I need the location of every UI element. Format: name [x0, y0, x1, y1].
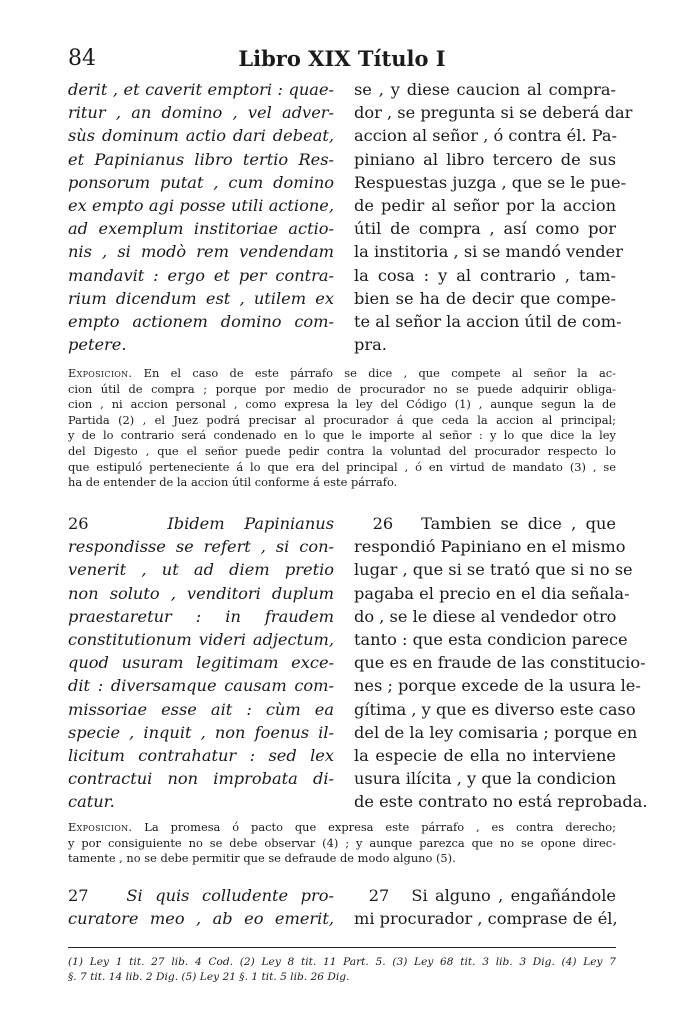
spanish-line: de pedir al señor por la accion: [354, 196, 616, 216]
latin-line: ad exemplum institoriae actio-: [68, 219, 334, 239]
latin-line: sùs dominum actio dari debeat,: [68, 126, 334, 146]
latin-line: mandavit : ergo et per contra-: [68, 265, 334, 285]
exposicion-1: [68, 366, 616, 491]
spanish-line: do , se le diese al vendedor otro: [354, 606, 617, 626]
latin-line: curatore meo , ab eo emerit,: [68, 909, 334, 929]
spanish-line: útil de compra , así como por: [354, 219, 616, 239]
latin-column-section-1: [68, 78, 334, 356]
latin-line: dit : diversamque causam com-: [68, 676, 334, 696]
latin-column-section-26: [68, 512, 334, 814]
spanish-column-section-1: [354, 78, 633, 356]
exposicion-line: Exposicion. En el caso de este párrafo se dice , que compete al señor la ac-: [68, 366, 616, 380]
page-header: [68, 46, 616, 74]
spanish-line: se , y diese caucion al compra-: [354, 80, 616, 99]
latin-line: petere.: [68, 335, 127, 355]
footnote-line: (1) Ley 1 tit. 27 lib. 4 Cod. (2) Ley 8 tit. 11 Part. 5. (3) Ley 68 tit. 3 lib. 3 Dig. (4) Ley 7: [68, 956, 616, 968]
spanish-line: mi procurador , comprase de él,: [354, 909, 618, 929]
paragraph-number: 27: [68, 886, 89, 905]
page-number: 84: [68, 46, 96, 71]
latin-line: ponsorum putat , cum domino: [68, 172, 334, 192]
exposicion-line: Partida (2) , el Juez podrá precisar al procurador á que ceda la accion al principal;: [68, 412, 616, 427]
spanish-line: la cosa : y al contrario , tam-: [354, 265, 616, 285]
exposicion-label: Exposicion.: [68, 820, 133, 834]
spanish-line: que es en fraude de las constitucio-: [354, 653, 646, 673]
spanish-line: respondió Papiniano en el mismo: [354, 537, 626, 557]
latin-line: missoriae esse ait : cùm ea: [68, 699, 334, 719]
spanish-line: dor , se pregunta si se deberá dar: [354, 103, 633, 123]
spanish-column-section-26: [354, 512, 648, 814]
spanish-line: la institoria , si se mandó vender: [354, 242, 623, 262]
spanish-line: accion al señor , ó contra él. Pa-: [354, 126, 617, 146]
exposicion-line: que estipuló perteneciente á lo que era del principal , ó en virtud de mandato (3) , se: [68, 459, 616, 474]
running-title: Libro XIX Título I: [238, 46, 446, 71]
exposicion-line: y por consiguiente no se debe observar (4) ; y aunque parezca que no se opone direc-: [68, 835, 616, 850]
footnote-line: §. 7 tit. 14 lib. 2 Dig. (5) Ley 21 §. 1 tit. 5 lib. 26 Dig.: [68, 971, 350, 983]
spanish-line: del de la ley comisaria ; porque en: [354, 722, 638, 742]
latin-line: ritur , an domino , vel adver-: [68, 103, 334, 123]
latin-line: licitum contrahatur : sed lex: [68, 746, 334, 766]
exposicion-line: cion útil de compra ; porque por medio de procurador no se puede adquirir obliga-: [68, 381, 616, 396]
latin-line: respondisse se refert , si con-: [68, 537, 334, 557]
exposicion-line: y de lo contrario será condenado en lo que le importe al señor : y lo que dice la ley: [68, 428, 616, 443]
spanish-column-section-27: [354, 884, 616, 930]
exposicion-line: del Digesto , que el señor puede pedir contra la voluntad del procurador respecto lo: [68, 443, 616, 458]
spanish-paragraph-start: 27 Si alguno , engañándole: [368, 886, 616, 905]
spanish-line: tanto : que esta condicion parece: [354, 630, 628, 650]
spanish-paragraph-start: 26 Tambien se dice , que: [372, 514, 616, 533]
exposicion-line: cion , ni accion personal , como expresa la ley del Código (1) , aunque segun la de: [68, 397, 616, 412]
exposicion-line: Exposicion. La promesa ó pacto que expresa este párrafo , es contra derecho;: [68, 820, 616, 834]
latin-line: empto actionem domino com-: [68, 312, 334, 332]
latin-line: constitutionum videri adjectum,: [68, 630, 334, 650]
latin-line: ex empto agi posse utili actione,: [68, 196, 334, 216]
spanish-line: piniano al libro tercero de sus: [354, 149, 616, 169]
spanish-line: gítima , y que es diverso este caso: [354, 699, 636, 719]
paragraph-number: 26: [372, 514, 394, 533]
footnote-rule: [68, 947, 616, 948]
paragraph-number: 27: [368, 886, 390, 905]
latin-line: rium dicendum est , utilem ex: [68, 288, 334, 308]
latin-line: derit , et caverit emptori : quae-: [68, 80, 334, 99]
footnotes: [68, 955, 616, 985]
spanish-line: pra.: [354, 335, 387, 355]
latin-line: quod usuram legitimam exce-: [68, 653, 334, 673]
spanish-line: usura ilícita , y que la condicion: [354, 769, 617, 789]
latin-line: praestaretur : in fraudem: [68, 606, 334, 626]
latin-line: et Papinianus libro tertio Res-: [68, 149, 334, 169]
latin-paragraph-start: 27 Si quis colludente pro-: [68, 886, 334, 905]
spanish-line: lugar , que si se trató que si no se: [354, 560, 633, 580]
exposicion-2: [68, 820, 616, 867]
spanish-line: bien se ha de decir que compe-: [354, 288, 616, 308]
latin-line: catur.: [68, 792, 115, 812]
latin-paragraph-start: 26 Ibidem Papinianus: [68, 514, 334, 533]
spanish-line: Respuestas juzga , que se le pue-: [354, 172, 627, 192]
latin-line: specie , inquit , non foenus il-: [68, 722, 334, 742]
spanish-line: pagaba el precio en el dia señala-: [354, 583, 630, 603]
spanish-line: de este contrato no está reprobada.: [354, 792, 648, 812]
spanish-line: la especie de ella no interviene: [354, 746, 616, 766]
latin-column-section-27: [68, 884, 334, 930]
spanish-line: te al señor la accion útil de com-: [354, 312, 622, 332]
latin-line: contractui non improbata di-: [68, 769, 334, 789]
paragraph-number: 26: [68, 514, 89, 533]
spanish-line: nes ; porque excede de la usura le-: [354, 676, 641, 696]
latin-line: non soluto , venditori duplum: [68, 583, 334, 603]
exposicion-line: tamente , no se debe permitir que se defraude de modo alguno (5).: [68, 851, 456, 866]
latin-line: venerit , ut ad diem pretio: [68, 560, 334, 580]
exposicion-line: ha de entender de la accion útil conforme á este párrafo.: [68, 475, 398, 490]
exposicion-label: Exposicion.: [68, 366, 133, 380]
latin-line: nis , si modò rem vendendam: [68, 242, 334, 262]
